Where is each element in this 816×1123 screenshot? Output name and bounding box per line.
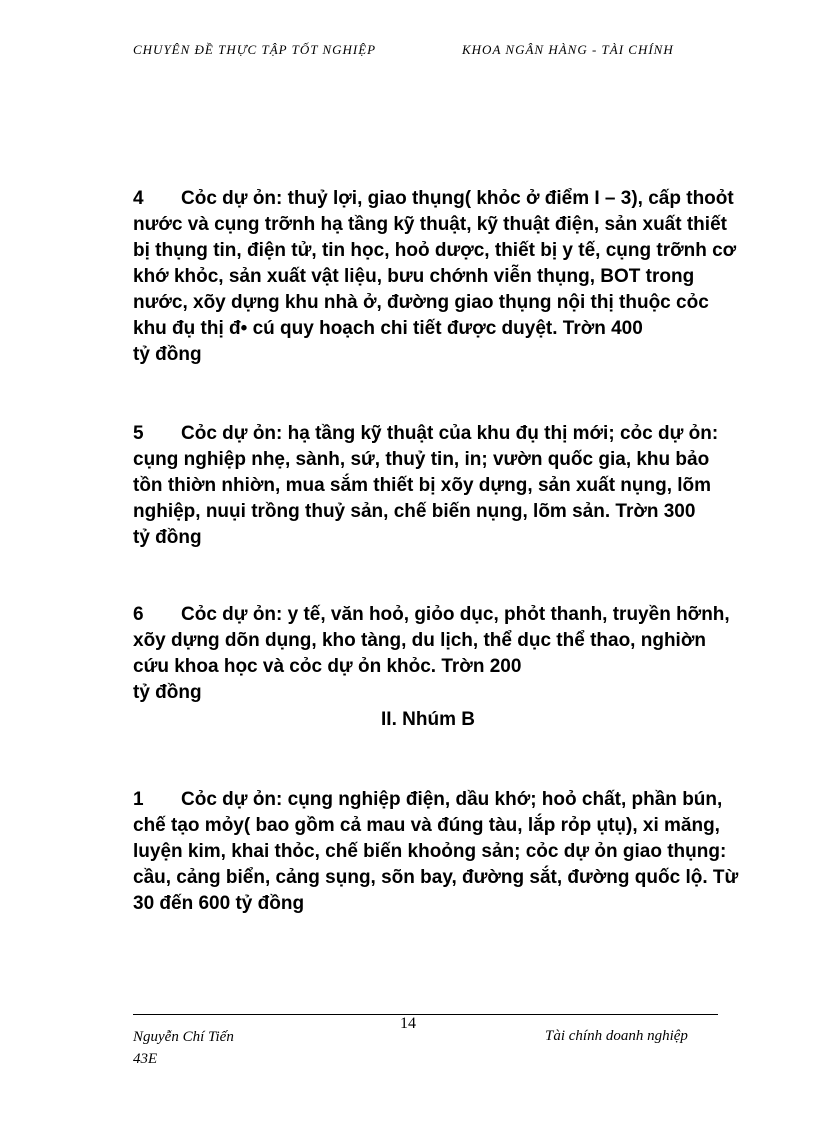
paragraph-text: Cỏc dự ỏn: cụng nghiệp điện, dầu khớ; hoỏ chất, phần bún, chế tạo mỏy( bao gồm cả mau và đúng tàu, lắp rỏp ụtụ), xi măng, luyện kim, khai thỏc, chế biến khoỏng sản; cỏc dự ỏn giao thụng: cầu, cảng biển, cảng sụng, sõn bay, đường sắt, đường quốc lộ. Từ 30 đến 600 tỷ đồng	[133, 789, 739, 914]
paragraph-tail: tỷ đồng	[133, 527, 202, 548]
paragraph-number: 5	[133, 423, 144, 444]
page-number: 14	[400, 1015, 416, 1032]
footer-author	[133, 1026, 283, 1070]
paragraph-5	[133, 421, 743, 551]
section-heading-text: II. Nhúm B	[381, 709, 475, 730]
paragraph-text: Cỏc dự ỏn: thuỷ lợi, giao thụng( khỏc ở điểm I – 3), cấp thoỏt nước và cụng trỡnh hạ tầng kỹ thuật, kỹ thuật điện, sản xuất thiết bị thụng tin, điện tử, tin học, hoỏ dược, thiết bị y tế, cụng trỡnh cơ khớ khỏc, sản xuất vật liệu, bưu chớnh viễn thụng, BOT trong nước, xõy dựng khu nhà ở, đường giao thụng nội thị thuộc cỏc khu đụ thị đ• cú quy hoạch chi tiết được duyệt. Trờn 400	[133, 188, 737, 339]
footer-subject: Tài chính doanh nghiệp	[545, 1028, 688, 1044]
paragraph-text: Cỏc dự ỏn: y tế, văn hoỏ, giỏo dục, phỏt thanh, truyền hỡnh, xõy dựng dõn dụng, kho tàng, du lịch, thể dục thể thao, nghiờn cứu khoa học và cỏc dự ỏn khỏc. Trờn 200	[133, 604, 730, 677]
paragraph-number: 1	[133, 789, 144, 810]
paragraph-number: 4	[133, 188, 144, 209]
header-left: CHUYÊN ĐỀ THỰC TẬP TỐT NGHIỆP	[133, 42, 377, 57]
paragraph-6	[133, 602, 743, 706]
section-heading-group-b	[0, 707, 816, 733]
paragraph-tail: tỷ đồng	[133, 682, 202, 703]
paragraph-text: Cỏc dự ỏn: hạ tầng kỹ thuật của khu đụ thị mới; cỏc dự ỏn: cụng nghiệp nhẹ, sành, sứ, thuỷ tin, in; vườn quốc gia, khu bảo tồn thiờn nhiờn, mua sắm thiết bị xõy dựng, sản xuất nụng, lõm nghiệp, nuụi trồng thuỷ sản, chế biến nụng, lõm sản. Trờn 300	[133, 423, 719, 522]
paragraph-4	[133, 186, 743, 368]
paragraph-tail: tỷ đồng	[133, 344, 202, 365]
header-right: KHOA NGÂN HÀNG - TÀI CHÍNH	[462, 42, 674, 57]
footer-author-name: Nguyễn Chí Tiến	[133, 1029, 234, 1045]
group-b-item-1	[133, 787, 743, 917]
footer-author-class: 43E	[133, 1051, 158, 1067]
paragraph-number: 6	[133, 604, 144, 625]
